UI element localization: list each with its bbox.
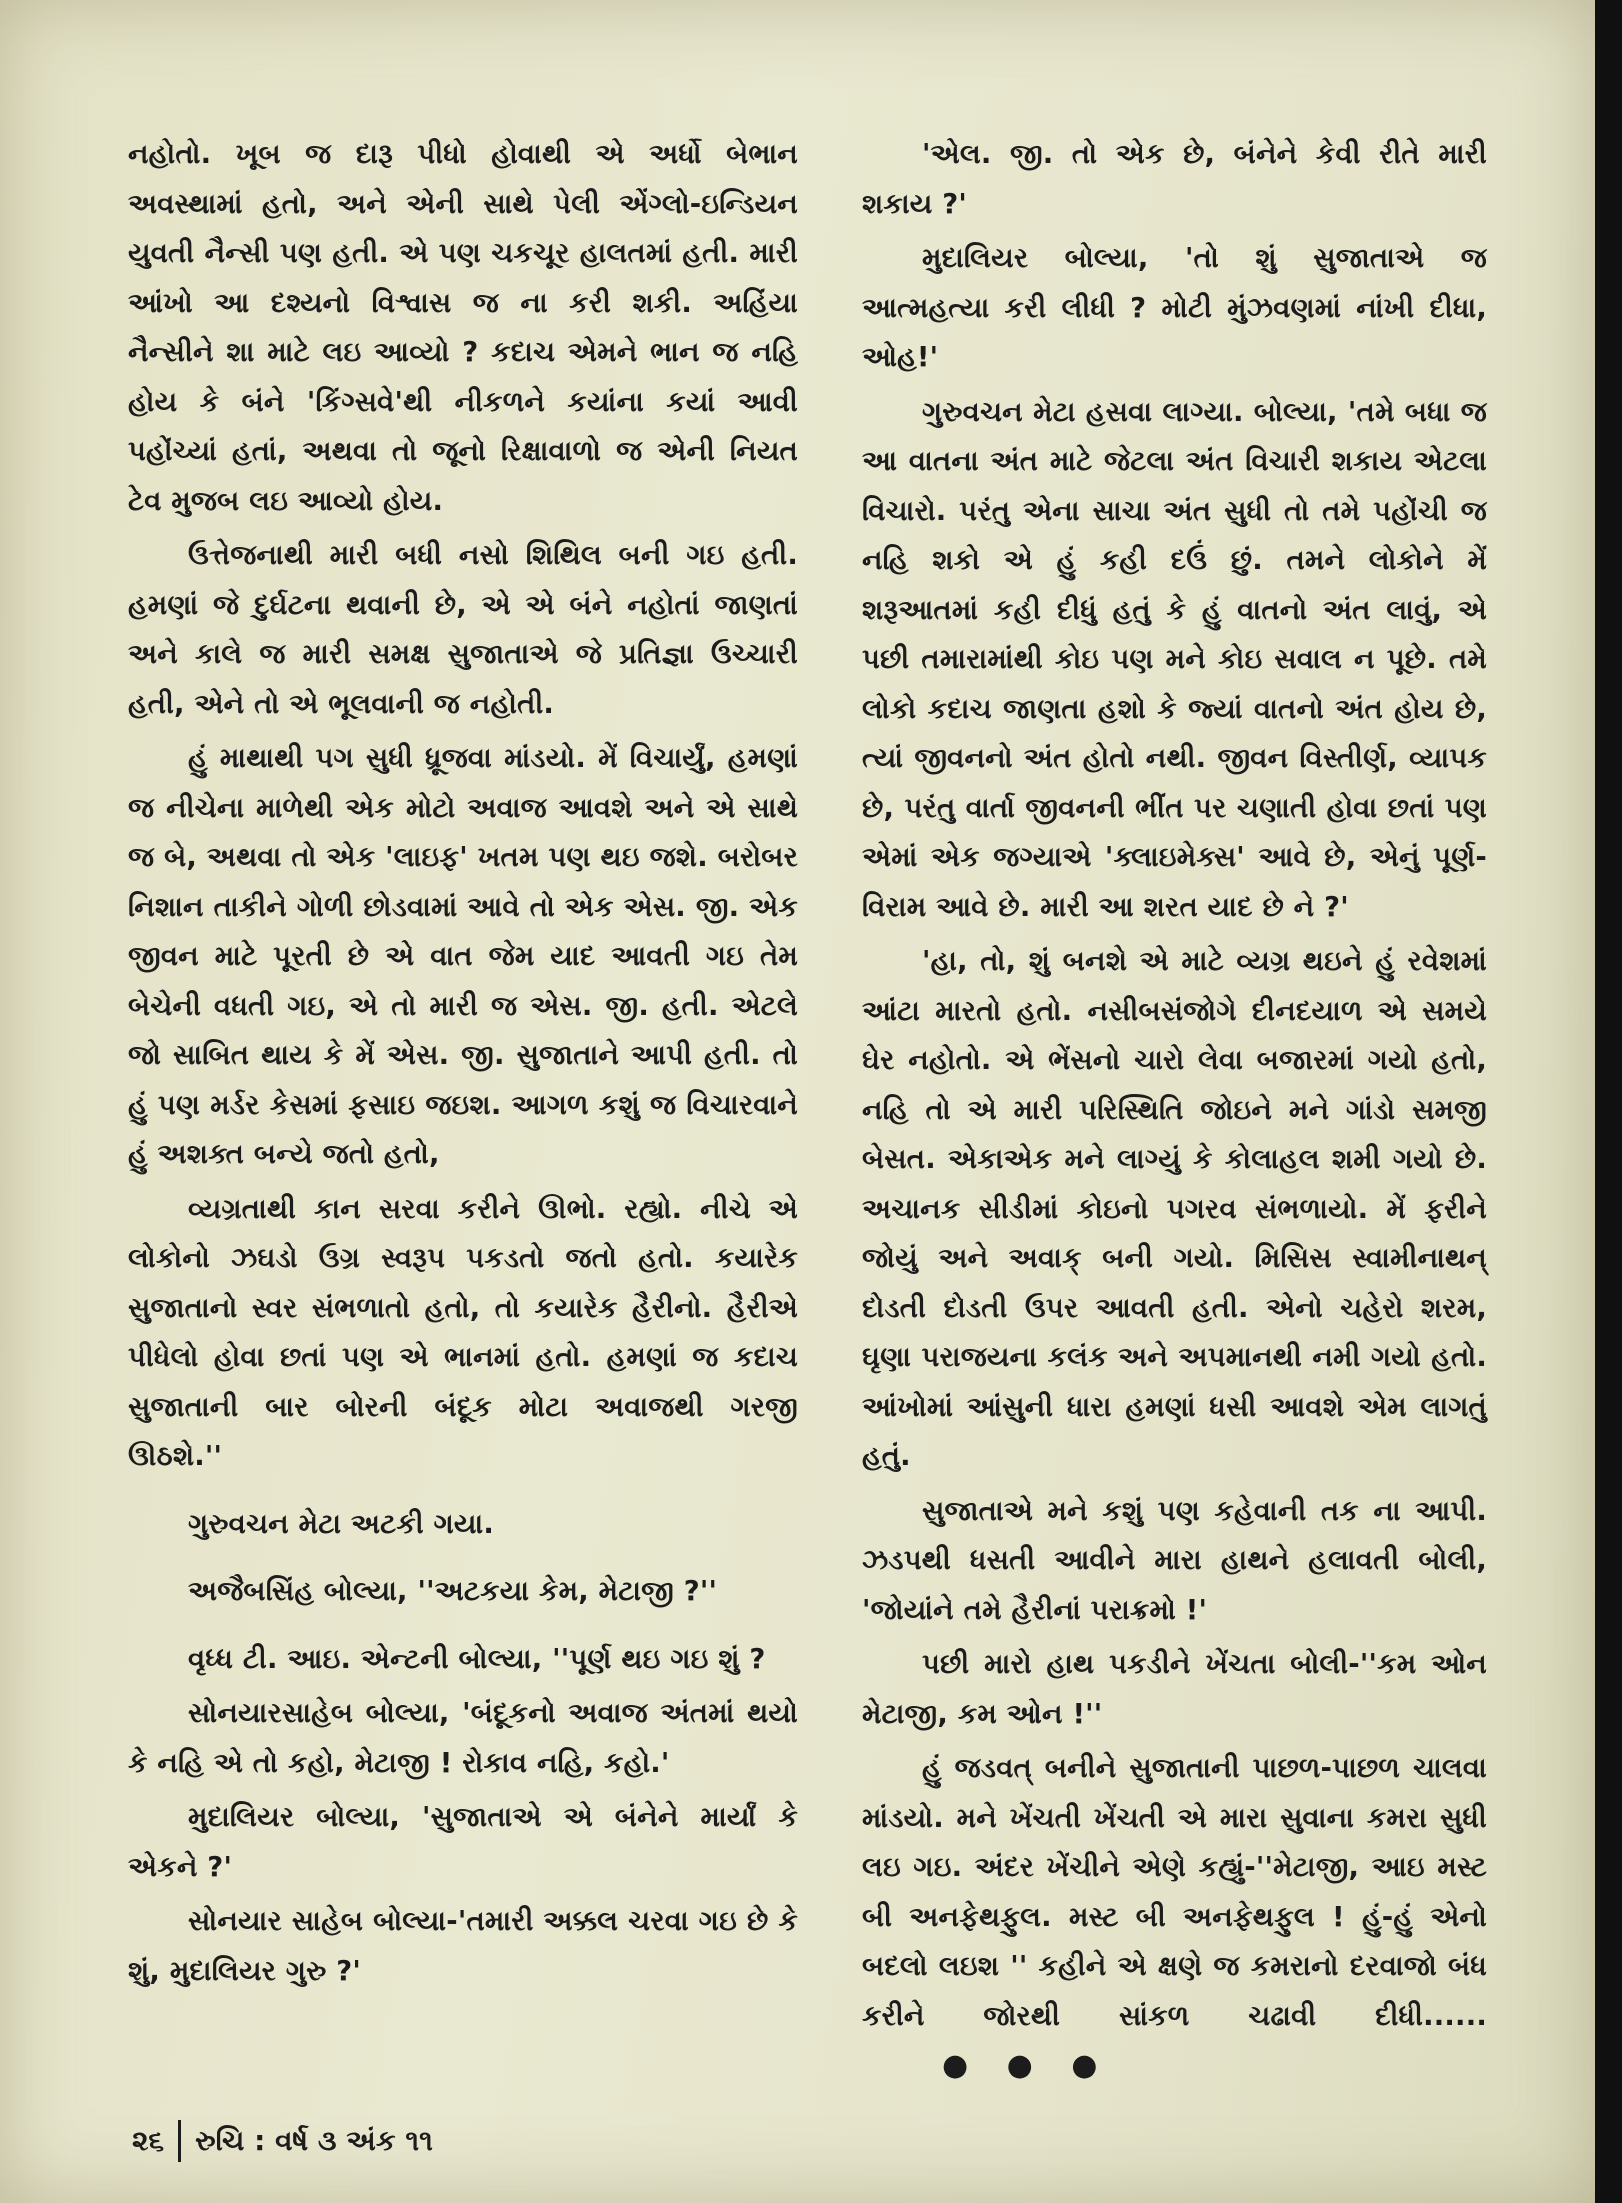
paragraph: 'એલ. જી. તો એક છે, બંનેને કેવી રીતે મારી શકાય ?' — [862, 138, 1487, 220]
paragraph: મુદાલિયર બોલ્યા, 'સુજાતાએ એ બંનેને માર્યાં કે એકને ?' — [128, 1801, 798, 1883]
paragraph: ગુરુવચન મેટા અટકી ગયા. — [188, 1507, 495, 1540]
left-text-column — [128, 130, 798, 2001]
paragraph: નહોતો. ખૂબ જ દારૂ પીધો હોવાથી એ અર્ધો બેભાન અવસ્થામાં હતો, અને એની સાથે પેલી એંગ્લો-ઇન્ડિયન યુવતી નૈન્સી પણ હતી. એ પણ ચકચૂર હાલતમાં હતી. મારી આંખો આ દશ્યનો વિશ્વાસ જ ના કરી શકી. અહિંયા નૈન્સીને શા માટે લઇ આવ્યો ? કદાચ એમને ભાન જ નહિ હોય કે બંને 'કિંગ્સવે'થી નીકળને કયાંના કયાં આવી પહોંચ્યાં હતાં, અથવા તો જૂનો રિક્ષાવાળો જ એની નિયત ટેવ મુજબ લઇ આવ્યો હોય. — [128, 138, 798, 517]
paragraph: ઉત્તેજનાથી મારી બધી નસો શિથિલ બની ગઇ હતી. હમણાં જે દુર્ઘટના થવાની છે, એ એ બંને નહોતાં જાણતાં અને કાલે જ મારી સમક્ષ સુજાતાએ જે પ્રતિજ્ઞા ઉચ્ચારી હતી, એને તો એ ભૂલવાની જ નહોતી. — [128, 539, 798, 720]
paragraph: સોનયાર સાહેબ બોલ્યા-'તમારી અક્કલ ચરવા ગઇ છે કે શું, મુદાલિયર ગુરુ ?' — [128, 1905, 798, 1987]
paragraph — [862, 1744, 1487, 2091]
footer-divider — [178, 2120, 181, 2162]
right-text-column — [862, 130, 1487, 2096]
paragraph: સોનયારસાહેબ બોલ્યા, 'બંદૂકનો અવાજ અંતમાં થયો કે નહિ એ તો કહો, મેટાજી ! રોકાવ નહિ, કહો.' — [128, 1697, 798, 1779]
paragraph: પછી મારો હાથ પકડીને ખેંચતા બોલી-''કમ ઓન મેટાજી, કમ ઓન !'' — [862, 1648, 1487, 1730]
paragraph: વૃધ્ધ ટી. આઇ. એન્ટની બોલ્યા, ''પૂર્ણ થઇ ગઇ શું ? — [188, 1642, 766, 1675]
paragraph: મુદાલિયર બોલ્યા, 'તો શું સુજાતાએ જ આત્મહત્યા કરી લીધી ? મોટી મુંઝવણમાં નાંખી દીધા, ઓહ!' — [862, 242, 1487, 373]
page-number: ૨૬ — [132, 2124, 165, 2157]
paragraph: અજૈબસિંહ બોલ્યા, ''અટકયા કેમ, મેટાજી ?'' — [188, 1575, 718, 1607]
magazine-issue: રુચિ : વર્ષ ૩ અંક ૧૧ — [195, 2124, 433, 2157]
paragraph: હું માથાથી પગ સુધી ધ્રૂજવા માંડયો. મેં વિચાર્યું, હમણાં જ નીચેના માળેથી એક મોટો અવાજ આવશે અને એ સાથે જ બે, અથવા તો એક 'લાઇફ' ખતમ પણ થઇ જશે. બરોબર નિશાન તાકીને ગોળી છોડવામાં આવે તો એક એસ. જી. એક જીવન માટે પૂરતી છે એ વાત જેમ યાદ આવતી ગઇ તેમ બેચેની વધતી ગઇ, એ તો મારી જ એસ. જી. હતી. એટલે જો સાબિત થાય કે મેં એસ. જી. સુજાતાને આપી હતી. તો હું પણ મર્ડર કેસમાં ફસાઇ જઇશ. આગળ કશું જ વિચારવાને હું અશક્ત બન્યે જતો હતો, — [128, 742, 798, 1170]
paragraph: ગુરુવચન મેટા હસવા લાગ્યા. બોલ્યા, 'તમે બધા જ આ વાતના અંત માટે જેટલા અંત વિચારી શકાય એટલા વિચારો. પરંતુ એના સાચા અંત સુધી તો તમે પહોંચી જ નહિ શકો એ હું કહી દઉં છું. તમને લોકોને મેં શરૂઆતમાં કહી દીધું હતું કે હું વાતનો અંત લાવું, એ પછી તમારામાંથી કોઇ પણ મને કોઇ સવાલ ન પૂછે. તમે લોકો કદાચ જાણતા હશો કે જ્યાં વાતનો અંત હોય છે, ત્યાં જીવનનો અંત હોતો નથી. જીવન વિસ્તીર્ણ, વ્યાપક છે, પરંતુ વાર્તા જીવનની ભીંત પર ચણાતી હોવા છતાં પણ એમાં એક જગ્યાએ 'ક્લાઇમેક્સ' આવે છે, એનું પૂર્ણ-વિરામ આવે છે. મારી આ શરત યાદ છે ને ?' — [862, 395, 1487, 923]
paragraph: વ્યગ્રતાથી કાન સરવા કરીને ઊભો. રહ્યો. નીચે એ લોકોનો ઝઘડો ઉગ્ર સ્વરૂપ પકડતો જતો હતો. કયારેક સુજાતાનો સ્વર સંભળાતો હતો, તો કયારેક હૈરીનો. હૈરીએ પીધેલો હોવા છતાં પણ એ ભાનમાં હતો. હમણાં જ કદાચ સુજાતાની બાર બોરની બંદૂક મોટા અવાજથી ગરજી ઊઠશે.'' — [128, 1192, 798, 1472]
page-footer — [132, 2120, 433, 2162]
paragraph: 'હા, તો, શું બનશે એ માટે વ્યગ્ર થઇને હું રવેશમાં આંટા મારતો હતો. નસીબસંજોગે દીનદયાળ એ સમયે ઘેર નહોતો. એ ભેંસનો ચારો લેવા બજારમાં ગયો હતો, નહિ તો એ મારી પરિસ્થિતિ જોઇને મને ગાંડો સમજી બેસત. એકાએક મને લાગ્યું કે કોલાહલ શમી ગયો છે. અચાનક સીડીમાં કોઇનો પગરવ સંભળાયો. મેં ફરીને જોયું અને અવાક્ બની ગયો. મિસિસ સ્વામીનાથન્ દોડતી દોડતી ઉપર આવતી હતી. એનો ચહેરો શરમ, ઘૃણા પરાજયના કલંક અને અપમાનથી નમી ગયો હતો. આંખોમાં આંસુની ધારા હમણાં ધસી આવશે એમ લાગતું હતું. — [862, 945, 1487, 1472]
paragraph-text: હું જડવત્ બનીને સુજાતાની પાછળ-પાછળ ચાલવા માંડયો. મને ખેંચતી ખેંચતી એ મારા સુવાના કમરા સુધી લઇ ગઇ. અંદર ખેંચીને એણે કહ્યું-''મેટાજી, આઇ મસ્ટ બી અનફેથફુલ. મસ્ટ બી અનફેથફુલ ! હું-હું એનો બદલો લઇશ '' કહીને એ ક્ષણે જ કમરાનો દરવાજો બંધ કરીને જોરથી સાંકળ ચઢાવી દીધી...... — [862, 1752, 1487, 2032]
paragraph: સુજાતાએ મને કશું પણ કહેવાની તક ના આપી. ઝડપથી ધસતી આવીને મારા હાથને હલાવતી બોલી, 'જોયાંને તમે હૈરીનાં પરાક્રમો !' — [862, 1494, 1487, 1626]
end-of-story-mark: ● ● ● — [942, 2048, 1112, 2084]
